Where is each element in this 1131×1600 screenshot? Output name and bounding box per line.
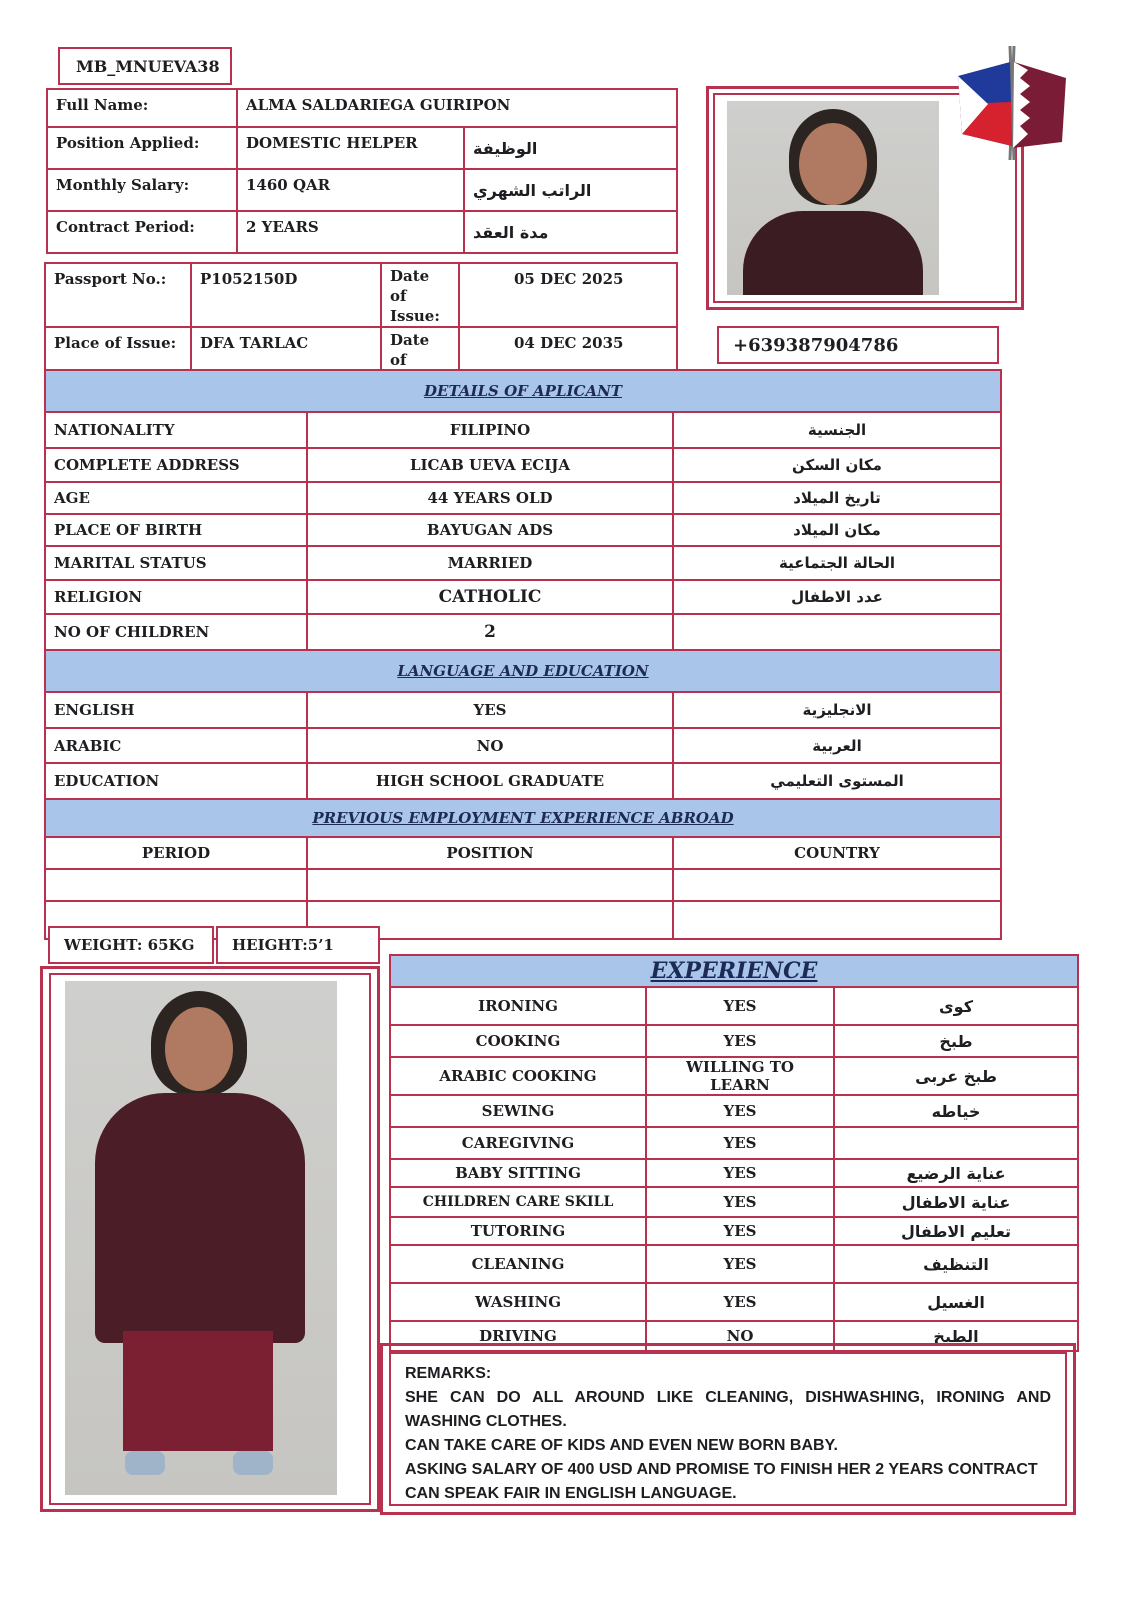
detail-arabic: تاريخ الميلاد xyxy=(673,482,1001,514)
salary-arabic: الراتب الشهري xyxy=(464,169,677,211)
table-row xyxy=(45,692,1001,728)
details-section-title: DETAILS OF APLICANT xyxy=(45,370,1001,412)
detail-value: LICAB UEVA ECIJA xyxy=(307,448,673,482)
passport-no-value: P1052150D xyxy=(191,263,381,327)
experience-value: YES xyxy=(646,1095,834,1127)
experience-arabic: كوى xyxy=(834,987,1078,1025)
experience-value: NO xyxy=(646,1321,834,1351)
issue-date-value: 05 DEC 2025 xyxy=(459,263,677,327)
experience-skill: BABY SITTING xyxy=(390,1159,646,1187)
experience-value: YES xyxy=(646,1127,834,1159)
table-row xyxy=(390,1159,1078,1187)
country-header: COUNTRY xyxy=(673,837,1001,869)
experience-table xyxy=(389,954,1079,988)
table-row xyxy=(390,1245,1078,1283)
experience-value: YES xyxy=(646,1025,834,1057)
detail-value: 2 xyxy=(307,614,673,650)
table-row xyxy=(47,127,677,169)
experience-value: YES xyxy=(646,987,834,1025)
weight-box: WEIGHT: 65KG xyxy=(48,926,214,964)
experience-value: YES xyxy=(646,1187,834,1217)
language-label: ARABIC xyxy=(45,728,307,763)
experience-arabic: عناية الاطفال xyxy=(834,1187,1078,1217)
reference-code: MB_MNUEVA38 xyxy=(58,47,232,85)
remarks-line: SHE CAN DO ALL AROUND LIKE CLEANING, DISHWASHING, IRONING AND WASHING CLOTHES. xyxy=(405,1389,1051,1430)
experience-skill: WASHING xyxy=(390,1283,646,1321)
detail-label: PLACE OF BIRTH xyxy=(45,514,307,546)
experience-rows xyxy=(389,986,1079,1352)
experience-arabic: تعليم الاطفال xyxy=(834,1217,1078,1245)
table-row xyxy=(45,837,1001,869)
experience-skill: IRONING xyxy=(390,987,646,1025)
contract-value: 2 YEARS xyxy=(237,211,464,253)
contract-arabic: مدة العقد xyxy=(464,211,677,253)
period-header: PERIOD xyxy=(45,837,307,869)
language-value: YES xyxy=(307,692,673,728)
table-row xyxy=(390,1057,1078,1095)
experience-section-title: EXPERIENCE xyxy=(390,955,1078,987)
expiry-date-label: Date of xyxy=(381,327,459,391)
place-of-issue-value: DFA TARLAC xyxy=(191,327,381,391)
language-arabic: الانجليزية xyxy=(673,692,1001,728)
table-row xyxy=(45,763,1001,799)
language-label: ENGLISH xyxy=(45,692,307,728)
detail-label: COMPLETE ADDRESS xyxy=(45,448,307,482)
detail-value: FILIPINO xyxy=(307,412,673,448)
table-row xyxy=(390,1187,1078,1217)
table-row xyxy=(45,514,1001,546)
position-arabic: الوظيفة xyxy=(464,127,677,169)
experience-arabic xyxy=(834,1127,1078,1159)
experience-arabic: عناية الرضيع xyxy=(834,1159,1078,1187)
experience-arabic: طبخ xyxy=(834,1025,1078,1057)
detail-arabic: عدد الاطفال xyxy=(673,580,1001,614)
detail-value: MARRIED xyxy=(307,546,673,580)
table-row xyxy=(390,1095,1078,1127)
header-info-table xyxy=(46,88,678,254)
full-body-frame xyxy=(40,966,380,1512)
ph-qatar-flags-icon xyxy=(952,42,1072,164)
language-section-title: LANGUAGE AND EDUCATION xyxy=(45,650,1001,692)
experience-skill: TUTORING xyxy=(390,1217,646,1245)
experience-value: YES xyxy=(646,1245,834,1283)
place-of-issue-label: Place of Issue: xyxy=(45,327,191,391)
remarks-line: CAN TAKE CARE OF KIDS AND EVEN NEW BORN BABY. xyxy=(405,1437,838,1454)
experience-arabic: خياطه xyxy=(834,1095,1078,1127)
table-row xyxy=(45,263,677,327)
language-arabic: العربية xyxy=(673,728,1001,763)
remarks-title: REMARKS: xyxy=(405,1365,492,1382)
table-row xyxy=(45,580,1001,614)
table-row xyxy=(47,89,677,127)
experience-arabic: طبخ عربى xyxy=(834,1057,1078,1095)
detail-label: RELIGION xyxy=(45,580,307,614)
details-table xyxy=(44,369,1002,940)
experience-skill: CLEANING xyxy=(390,1245,646,1283)
height-box: HEIGHT:5’1 xyxy=(216,926,380,964)
position-label: Position Applied: xyxy=(47,127,237,169)
detail-label: MARITAL STATUS xyxy=(45,546,307,580)
experience-value: YES xyxy=(646,1217,834,1245)
education-label: EDUCATION xyxy=(45,763,307,799)
passport-no-label: Passport No.: xyxy=(45,263,191,327)
education-arabic: المستوى التعليمي xyxy=(673,763,1001,799)
experience-arabic: التنظيف xyxy=(834,1245,1078,1283)
salary-label: Monthly Salary: xyxy=(47,169,237,211)
detail-label: AGE xyxy=(45,482,307,514)
full-name-value: ALMA SALDARIEGA GUIRIPON xyxy=(237,89,677,127)
detail-arabic: الحالة الجتماعية xyxy=(673,546,1001,580)
remarks-line: CAN SPEAK FAIR IN ENGLISH LANGUAGE. xyxy=(405,1485,737,1502)
experience-skill: COOKING xyxy=(390,1025,646,1057)
salary-value: 1460 QAR xyxy=(237,169,464,211)
language-value: NO xyxy=(307,728,673,763)
table-row xyxy=(390,1217,1078,1245)
detail-label: NATIONALITY xyxy=(45,412,307,448)
detail-value: CATHOLIC xyxy=(307,580,673,614)
remarks-box xyxy=(389,1352,1067,1506)
table-row xyxy=(390,1127,1078,1159)
experience-arabic: الطبخ xyxy=(834,1321,1078,1351)
experience-value: YES xyxy=(646,1159,834,1187)
full-name-label: Full Name: xyxy=(47,89,237,127)
remarks-frame xyxy=(380,1343,1076,1515)
detail-arabic xyxy=(673,614,1001,650)
portrait-photo xyxy=(727,101,939,295)
table-row xyxy=(45,412,1001,448)
table-row xyxy=(390,987,1078,1025)
experience-skill: SEWING xyxy=(390,1095,646,1127)
position-header: POSITION xyxy=(307,837,673,869)
contract-label: Contract Period: xyxy=(47,211,237,253)
table-row xyxy=(45,448,1001,482)
table-row xyxy=(390,1025,1078,1057)
experience-skill: ARABIC COOKING xyxy=(390,1057,646,1095)
expiry-date-value: 04 DEC 2035 xyxy=(459,327,677,391)
table-row xyxy=(45,869,1001,901)
issue-date-label: Date of Issue: xyxy=(381,263,459,327)
experience-value: WILLING TO LEARN xyxy=(646,1057,834,1095)
detail-arabic: مكان الميلاد xyxy=(673,514,1001,546)
table-row xyxy=(47,211,677,253)
table-row xyxy=(390,1283,1078,1321)
detail-value: 44 YEARS OLD xyxy=(307,482,673,514)
table-row xyxy=(45,546,1001,580)
position-value: DOMESTIC HELPER xyxy=(237,127,464,169)
table-row xyxy=(45,614,1001,650)
phone-number: +639387904786 xyxy=(717,326,999,364)
remarks-line: ASKING SALARY OF 400 USD AND PROMISE TO FINISH HER 2 YEARS CONTRACT xyxy=(405,1461,1038,1478)
table-row xyxy=(45,728,1001,763)
experience-skill: DRIVING xyxy=(390,1321,646,1351)
table-row xyxy=(47,169,677,211)
detail-value: BAYUGAN ADS xyxy=(307,514,673,546)
table-row xyxy=(45,482,1001,514)
detail-arabic: مكان السكن xyxy=(673,448,1001,482)
experience-arabic: الغسيل xyxy=(834,1283,1078,1321)
full-body-photo xyxy=(65,981,337,1495)
detail-label: NO OF CHILDREN xyxy=(45,614,307,650)
experience-value: YES xyxy=(646,1283,834,1321)
detail-arabic: الجنسية xyxy=(673,412,1001,448)
experience-skill: CAREGIVING xyxy=(390,1127,646,1159)
education-value: HIGH SCHOOL GRADUATE xyxy=(307,763,673,799)
experience-skill: CHILDREN CARE SKILL xyxy=(390,1187,646,1217)
employment-section-title: PREVIOUS EMPLOYMENT EXPERIENCE ABROAD xyxy=(45,799,1001,837)
